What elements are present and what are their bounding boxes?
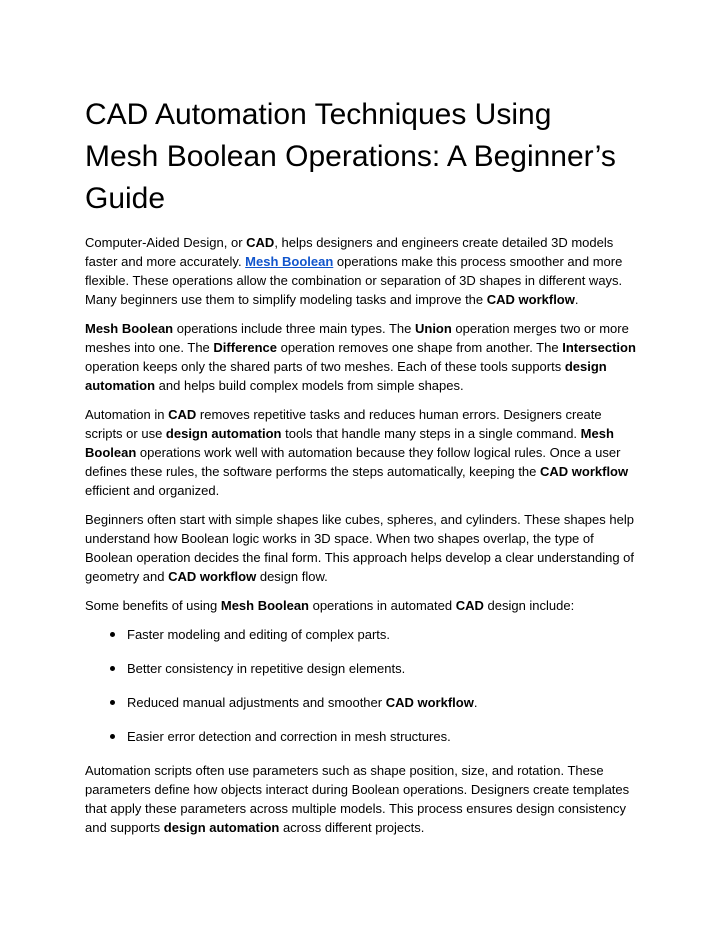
- text-run: operation merges two or more meshes into one. The: [85, 321, 629, 355]
- text-run: removes repetitive tasks and reduces human errors. Designers create scripts or use: [85, 407, 602, 441]
- text-run: efficient and organized.: [85, 483, 220, 498]
- bullet-icon: [110, 734, 115, 739]
- bold-text-run: CAD: [168, 407, 197, 422]
- text-run: Better consistency in repetitive design elements.: [127, 661, 406, 676]
- mesh-boolean-link[interactable]: Mesh Boolean: [245, 254, 334, 269]
- text-run: Automation in: [85, 407, 169, 422]
- text-run: .: [473, 695, 478, 710]
- bold-text-run: Mesh Boolean: [220, 598, 309, 613]
- text-run: , helps designers and engineers create detailed 3D models faster and more accurately.: [85, 235, 614, 269]
- bold-text-run: CAD workflow: [168, 569, 257, 584]
- document-title: CAD Automation Techniques Using Mesh Boolean Operations: A Beginner’s Guide: [85, 98, 616, 215]
- text-run: operation removes one shape from another. The: [276, 340, 563, 355]
- bold-text-run: Union: [414, 321, 452, 336]
- paragraph-intro: [85, 233, 636, 309]
- text-run: Some benefits of using: [85, 598, 221, 613]
- paragraph-benefits-intro: [85, 596, 636, 615]
- bold-text-run: Mesh Boolean: [85, 426, 614, 460]
- paragraph-closing: [85, 761, 636, 837]
- bold-text-run: CAD: [455, 598, 484, 613]
- list-item: [127, 659, 636, 678]
- bold-text-run: CAD workflow: [486, 292, 575, 307]
- text-run: design include:: [483, 598, 575, 613]
- benefits-list: [85, 625, 636, 746]
- paragraph-automation: [85, 405, 636, 500]
- bold-text-run: design automation: [163, 820, 280, 835]
- paragraph-beginners: [85, 510, 636, 586]
- bold-text-run: design automation: [85, 359, 607, 393]
- bullet-icon: [110, 632, 115, 637]
- bold-text-run: CAD workflow: [540, 464, 629, 479]
- text-run: tools that handle many steps in a single command.: [281, 426, 581, 441]
- text-run: Faster modeling and editing of complex parts.: [127, 627, 391, 642]
- bold-text-run: CAD workflow: [385, 695, 474, 710]
- text-run: operation keeps only the shared parts of two meshes. Each of these tools supports: [85, 359, 565, 374]
- bold-text-run: design automation: [165, 426, 282, 441]
- text-run: operations make this process smoother and more flexible. These operations allow the combination or separation of 3D shapes in different ways. Many beginners use them to simplify modeling tasks and improve the: [85, 254, 623, 307]
- bullet-icon: [110, 700, 115, 705]
- text-run: Beginners often start with simple shapes like cubes, spheres, and cylinders. These shapes help understand how Boolean logic works in 3D space. When two shapes overlap, the type of Boolean operation decides the final form. This approach helps develop a clear understanding of geometry and: [85, 512, 635, 584]
- list-item: [127, 693, 636, 712]
- text-run: design flow.: [256, 569, 328, 584]
- text-run: Computer-Aided Design, or: [85, 235, 247, 250]
- text-run: .: [574, 292, 579, 307]
- text-run: operations work well with automation because they follow logical rules. Once a user defines these rules, the software performs the steps automatically, keeping the: [85, 445, 621, 479]
- list-item: [127, 727, 636, 746]
- text-run: operations include three main types. The: [173, 321, 415, 336]
- text-run: and helps build complex models from simple shapes.: [155, 378, 464, 393]
- text-run: Easier error detection and correction in mesh structures.: [127, 729, 451, 744]
- bold-text-run: Difference: [213, 340, 277, 355]
- bold-text-run: CAD: [246, 235, 275, 250]
- bold-text-run: Intersection: [562, 340, 636, 355]
- bold-text-run: Mesh Boolean: [85, 321, 174, 336]
- bullet-icon: [110, 666, 115, 671]
- paragraph-operation-types: [85, 319, 636, 395]
- text-run: across different projects.: [279, 820, 425, 835]
- text-run: Automation scripts often use parameters such as shape position, size, and rotation. These parameters define how objects interact during Boolean operations. Designers create templates that apply these parameters across multiple models. This process ensures design consistency and supports: [85, 763, 630, 835]
- list-item: [127, 625, 636, 644]
- text-run: Reduced manual adjustments and smoother: [127, 695, 386, 710]
- text-run: operations in automated: [308, 598, 456, 613]
